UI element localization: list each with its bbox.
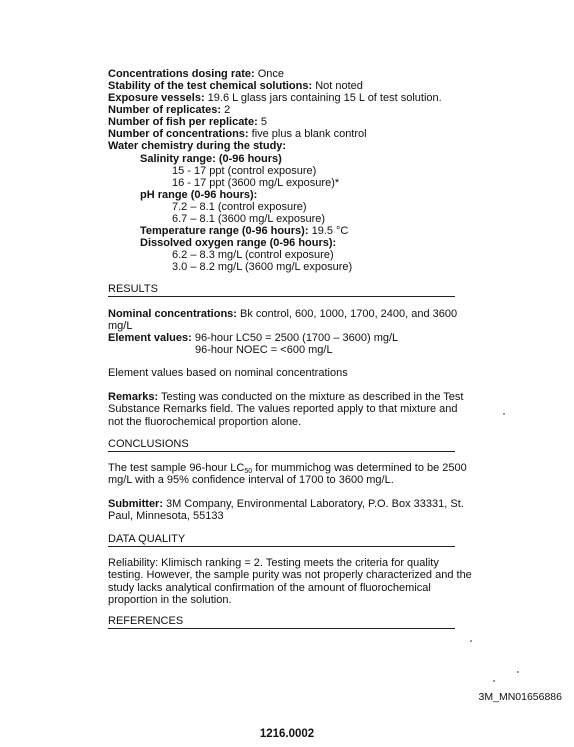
concentrations-label: Number of concentrations: xyxy=(108,128,249,140)
scan-speck xyxy=(470,640,472,642)
ph-control: 7.2 – 8.1 (control exposure) xyxy=(172,201,307,213)
conclusion-subscript: 50 xyxy=(244,468,253,475)
dosing-rate-label: Concentrations dosing rate: xyxy=(108,68,255,80)
temperature-line xyxy=(140,225,348,237)
remarks-label: Remarks: xyxy=(108,391,159,403)
data-quality-heading xyxy=(108,533,455,547)
remarks-text: Testing was conducted on the mixture as described in the Test Substance Remarks field. The values reported apply to that mixture and not the fluorochemical proportion alone. xyxy=(108,391,464,428)
element-value-lc50: 96-hour LC50 = 2500 (1700 – 3600) mg/L xyxy=(191,332,399,344)
references-heading-text: REFERENCES xyxy=(108,615,184,627)
element-value-noec: 96-hour NOEC = <600 mg/L xyxy=(195,344,333,356)
fish-label: Number of fish per replicate: xyxy=(108,116,258,128)
submitter-label: Submitter: xyxy=(108,498,163,510)
salinity-control: 15 - 17 ppt (control exposure) xyxy=(172,165,317,177)
ph-3600: 6.7 – 8.1 (3600 mg/L exposure) xyxy=(172,213,326,225)
replicates-label: Number of replicates: xyxy=(108,104,222,116)
scan-speck xyxy=(517,671,519,673)
conclusions-heading xyxy=(108,438,455,452)
nominal-value: Bk control, 600, 1000, 1700, 2400, and 3600 xyxy=(236,308,458,320)
data-quality-heading-text: DATA QUALITY xyxy=(108,533,186,545)
vessels-value: 19.6 L glass jars containing 15 L of test solution. xyxy=(204,92,442,104)
fish-line xyxy=(108,116,267,128)
element-line xyxy=(108,332,398,344)
references-heading xyxy=(108,615,455,629)
remarks-paragraph xyxy=(108,391,474,428)
reliability-paragraph: Reliability: Klimisch ranking = 2. Testing meets the criteria for quality testing. However, the sample purity was not properly characterized and the study lacks analytical confirmation of the amount of fluorochemical proportion in the solution. xyxy=(108,557,472,607)
stability-value: Not noted xyxy=(312,80,363,92)
results-heading-text: RESULTS xyxy=(108,283,158,295)
nominal-line xyxy=(108,308,457,320)
dosing-rate-line xyxy=(108,68,284,80)
submitter-text: 3M Company, Environmental Laboratory, P.O. Box 33331, St. Paul, Minnesota, 55133 xyxy=(108,498,464,523)
stability-line xyxy=(108,80,363,92)
document-id: 3M_MN01656886 xyxy=(478,691,562,703)
water-chemistry-label: Water chemistry during the study: xyxy=(108,140,287,152)
results-heading xyxy=(108,283,455,297)
concentrations-line xyxy=(108,128,367,140)
stability-label: Stability of the test chemical solutions: xyxy=(108,80,313,92)
replicates-line xyxy=(108,104,230,116)
salinity-label: Salinity range: (0-96 hours) xyxy=(140,153,282,165)
dosing-rate-value: Once xyxy=(254,68,285,80)
ph-label: pH range (0-96 hours): xyxy=(140,189,258,201)
fish-value: 5 xyxy=(257,116,267,128)
conclusion-text-pre: The test sample 96-hour LC xyxy=(108,462,245,474)
temperature-label: Temperature range (0-96 hours): xyxy=(140,225,309,237)
oxygen-label: Dissolved oxygen range (0-96 hours): xyxy=(140,237,337,249)
conclusion-paragraph xyxy=(108,462,474,487)
vessels-line xyxy=(108,92,442,104)
page-number: 1216.0002 xyxy=(259,728,315,740)
scan-speck xyxy=(503,413,505,415)
replicates-value: 2 xyxy=(221,104,231,116)
nominal-label: Nominal concentrations: xyxy=(108,308,237,320)
salinity-3600: 16 - 17 ppt (3600 mg/L exposure)* xyxy=(172,177,340,189)
temperature-value: 19.5 °C xyxy=(308,225,349,237)
basis-text: Element values based on nominal concentrations xyxy=(108,367,348,379)
conclusions-heading-text: CONCLUSIONS xyxy=(108,438,189,450)
nominal-value-cont: mg/L xyxy=(108,320,133,332)
conclusion-text-post: for mummichog was determined to be 2500 mg/L with a 95% confidence interval of 1700 to 3600 mg/L. xyxy=(108,462,467,487)
oxygen-3600: 3.0 – 8.2 mg/L (3600 mg/L exposure) xyxy=(172,261,353,273)
submitter-paragraph xyxy=(108,498,474,523)
element-label: Element values: xyxy=(108,332,192,344)
vessels-label: Exposure vessels: xyxy=(108,92,205,104)
concentrations-value: five plus a blank control xyxy=(248,128,367,140)
scan-speck xyxy=(493,680,495,682)
oxygen-control: 6.2 – 8.3 mg/L (control exposure) xyxy=(172,249,334,261)
